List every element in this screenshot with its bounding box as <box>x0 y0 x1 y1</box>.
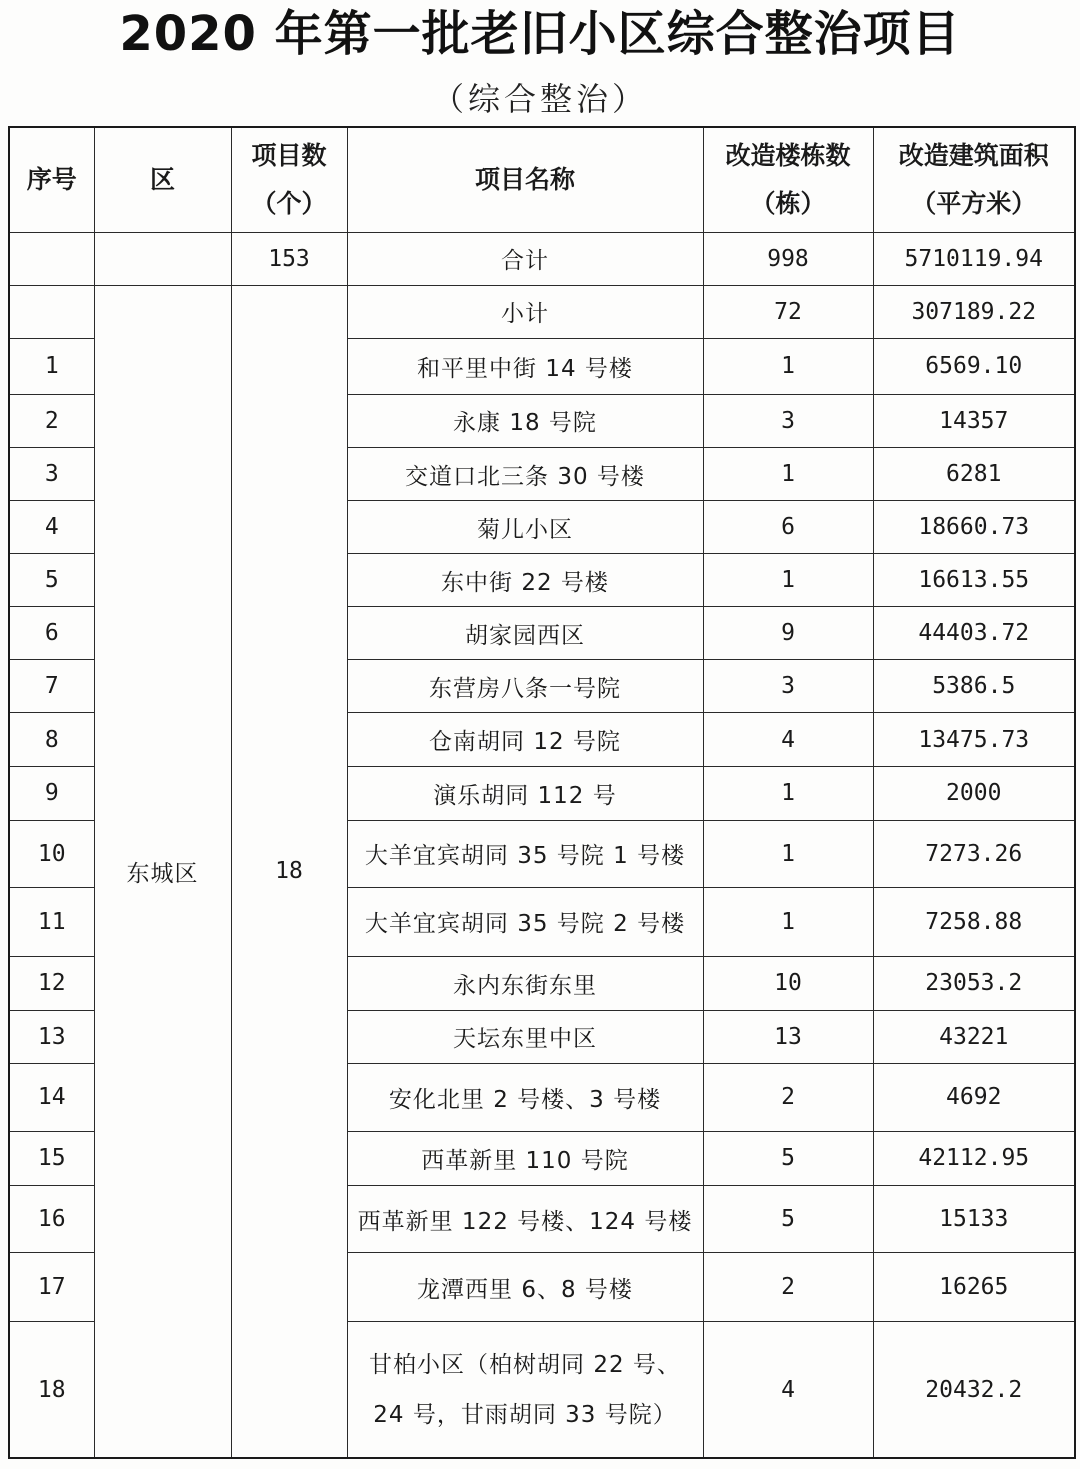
row-area: 6281 <box>873 447 1075 500</box>
row-buildings: 1 <box>703 554 873 607</box>
row-project-name: 大羊宜宾胡同 35 号院 2 号楼 <box>347 887 703 956</box>
row-seq: 5 <box>9 554 94 607</box>
row-buildings: 1 <box>703 767 873 820</box>
row-buildings: 5 <box>703 1131 873 1185</box>
total-row <box>9 232 1075 285</box>
header-project-count-line2: （个） <box>251 188 327 218</box>
row-buildings: 3 <box>703 660 873 713</box>
row-area: 5386.5 <box>873 660 1075 713</box>
header-project-count-line1: 项目数 <box>251 140 327 170</box>
row-area: 44403.72 <box>873 607 1075 660</box>
row-seq: 6 <box>9 607 94 660</box>
subtotal-label: 小计 <box>347 285 703 338</box>
row-buildings: 1 <box>703 447 873 500</box>
row-area: 15133 <box>873 1186 1075 1253</box>
row-project-name: 大羊宜宾胡同 35 号院 1 号楼 <box>347 820 703 887</box>
row-seq: 13 <box>9 1010 94 1063</box>
row-project-name: 和平里中街 14 号楼 <box>347 338 703 394</box>
total-area: 5710119.94 <box>873 232 1075 285</box>
subtotal-buildings: 72 <box>703 285 873 338</box>
district-cell: 东城区 <box>94 285 231 1458</box>
row-buildings: 5 <box>703 1186 873 1253</box>
row-seq: 4 <box>9 501 94 554</box>
header-district: 区 <box>94 127 231 232</box>
row-project-name: 安化北里 2 号楼、3 号楼 <box>347 1063 703 1131</box>
row-area: 43221 <box>873 1010 1075 1063</box>
row-area: 23053.2 <box>873 956 1075 1010</box>
subtotal-row <box>9 285 1075 338</box>
row-area: 20432.2 <box>873 1322 1075 1458</box>
document-subtitle: （综合整治） <box>431 80 648 118</box>
row-seq: 10 <box>9 820 94 887</box>
row-seq: 11 <box>9 887 94 956</box>
row-seq: 12 <box>9 956 94 1010</box>
row-area: 6569.10 <box>873 338 1075 394</box>
total-seq-cell <box>9 232 94 285</box>
row-seq: 14 <box>9 1063 94 1131</box>
row-buildings: 2 <box>703 1253 873 1322</box>
subtotal-area: 307189.22 <box>873 285 1075 338</box>
document-title: 2020 年第一批老旧小区综合整治项目 <box>119 6 961 62</box>
header-area-line1: 改造建筑面积 <box>898 140 1049 170</box>
header-project-name: 项目名称 <box>347 127 703 232</box>
row-project-name: 东中街 22 号楼 <box>347 554 703 607</box>
row-project-name: 西革新里 122 号楼、124 号楼 <box>347 1186 703 1253</box>
district-project-count: 18 <box>231 285 347 1458</box>
header-buildings-line2: （栋） <box>750 188 826 218</box>
row-buildings: 1 <box>703 887 873 956</box>
row-project-name: 胡家园西区 <box>347 607 703 660</box>
row-buildings: 3 <box>703 394 873 447</box>
total-buildings: 998 <box>703 232 873 285</box>
row-project-name: 永康 18 号院 <box>347 394 703 447</box>
row-project-name: 菊儿小区 <box>347 501 703 554</box>
row-buildings: 1 <box>703 820 873 887</box>
row-project-name-line1: 甘柏小区（柏树胡同 22 号、 <box>369 1351 681 1378</box>
row-project-name: 仓南胡同 12 号院 <box>347 713 703 767</box>
row-project-name: 演乐胡同 112 号 <box>347 767 703 820</box>
row-buildings: 2 <box>703 1063 873 1131</box>
header-buildings <box>703 127 873 232</box>
row-area: 14357 <box>873 394 1075 447</box>
project-table <box>8 126 1076 1459</box>
header-area <box>873 127 1075 232</box>
row-project-name: 交道口北三条 30 号楼 <box>347 447 703 500</box>
row-seq: 17 <box>9 1253 94 1322</box>
row-seq: 7 <box>9 660 94 713</box>
total-label: 合计 <box>347 232 703 285</box>
row-area: 16265 <box>873 1253 1075 1322</box>
subtotal-seq-cell <box>9 285 94 338</box>
row-seq: 16 <box>9 1186 94 1253</box>
row-seq: 18 <box>9 1322 94 1458</box>
row-area: 7273.26 <box>873 820 1075 887</box>
row-buildings: 4 <box>703 713 873 767</box>
row-project-name: 西革新里 110 号院 <box>347 1131 703 1185</box>
table-header-row <box>9 127 1075 232</box>
row-project-name: 永内东街东里 <box>347 956 703 1010</box>
row-project-name: 龙潭西里 6、8 号楼 <box>347 1253 703 1322</box>
row-buildings: 9 <box>703 607 873 660</box>
row-buildings: 6 <box>703 501 873 554</box>
header-project-count <box>231 127 347 232</box>
row-seq: 9 <box>9 767 94 820</box>
row-area: 18660.73 <box>873 501 1075 554</box>
row-area: 42112.95 <box>873 1131 1075 1185</box>
row-seq: 1 <box>9 338 94 394</box>
row-buildings: 10 <box>703 956 873 1010</box>
header-buildings-line1: 改造楼栋数 <box>725 140 851 170</box>
row-buildings: 4 <box>703 1322 873 1458</box>
row-area: 16613.55 <box>873 554 1075 607</box>
header-seq: 序号 <box>9 127 94 232</box>
row-seq: 2 <box>9 394 94 447</box>
row-project-name-line2: 24 号，甘雨胡同 33 号院） <box>373 1401 677 1428</box>
row-project-name: 东营房八条一号院 <box>347 660 703 713</box>
total-district-cell <box>94 232 231 285</box>
row-area: 2000 <box>873 767 1075 820</box>
row-seq: 3 <box>9 447 94 500</box>
header-area-line2: （平方米） <box>911 188 1037 218</box>
row-project-name <box>347 1322 703 1458</box>
row-area: 7258.88 <box>873 887 1075 956</box>
row-buildings: 13 <box>703 1010 873 1063</box>
row-seq: 8 <box>9 713 94 767</box>
total-project-count: 153 <box>231 232 347 285</box>
row-project-name: 天坛东里中区 <box>347 1010 703 1063</box>
row-seq: 15 <box>9 1131 94 1185</box>
row-area: 13475.73 <box>873 713 1075 767</box>
row-area: 4692 <box>873 1063 1075 1131</box>
row-buildings: 1 <box>703 338 873 394</box>
